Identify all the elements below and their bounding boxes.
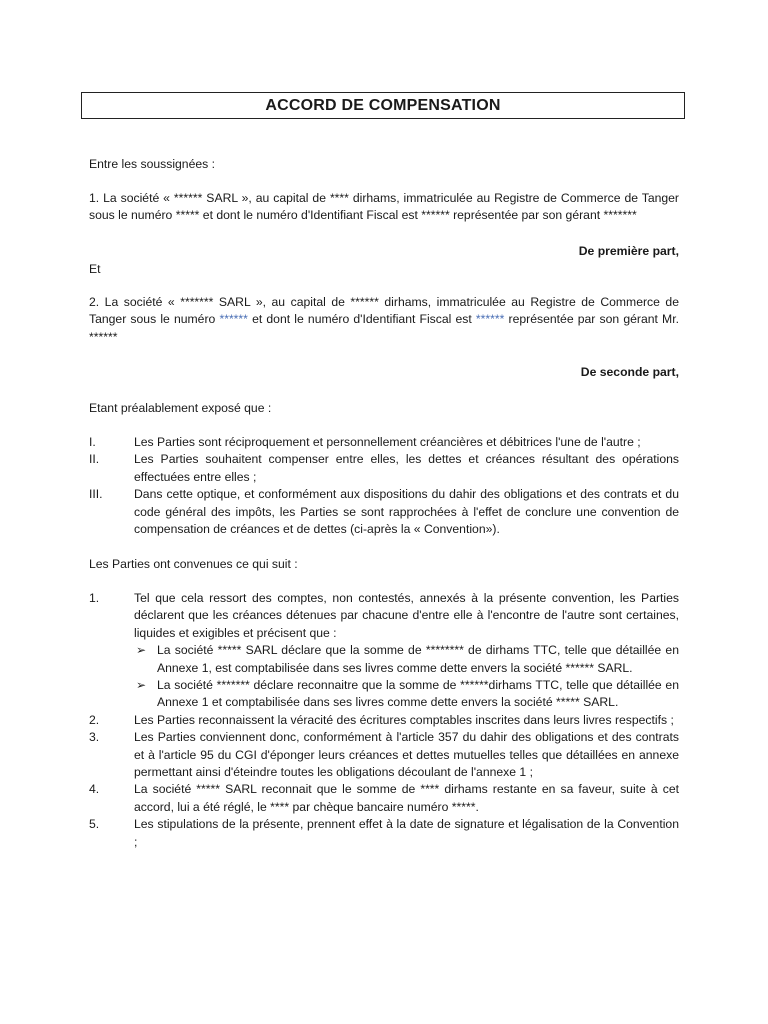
- preamble-text: Dans cette optique, et conformément aux dispositions du dahir des obligations et des contrats et du code général des impôts, les Parties se sont rapprochées à l'effet de conclure une convention de compensation de créances et de dettes (ci-après la « Convention»).: [134, 487, 679, 537]
- preamble-item: [89, 434, 679, 451]
- document-title: ACCORD DE COMPENSATION: [81, 92, 685, 119]
- article-text: Les Parties conviennent donc, conformément à l'article 357 du dahir des obligations et des contrats et à l'article 95 du CGI d'éponger leurs créances et dettes mutuelles telles que détaillées en annexe permettant ainsi d'éteindre toutes les obligations découlant de l'annexe 1 ;: [134, 730, 679, 780]
- article-item: [89, 590, 679, 712]
- preamble-item: [89, 486, 679, 538]
- preamble-list: [89, 434, 679, 538]
- article-item: [89, 712, 679, 729]
- article1-subitem: [134, 677, 679, 712]
- party2-text-b: et dont le numéro d'Identifiant Fiscal est: [247, 312, 476, 327]
- article-text: La société ***** SARL reconnait que le somme de **** dirhams restante en sa faveur, suite à cet accord, lui a été réglé, le **** par chèque bancaire numéro *****.: [134, 782, 679, 814]
- article-marker: 3.: [89, 730, 100, 745]
- agreement-heading: Les Parties ont convenues ce qui suit :: [89, 557, 298, 571]
- preamble-marker: I.: [89, 435, 96, 449]
- article-item: [89, 816, 679, 851]
- article-marker: 1.: [89, 591, 100, 605]
- intro-text: Entre les soussignées :: [89, 157, 216, 171]
- article1-sublist: [134, 642, 679, 712]
- party2-text-a: 2. La société « ******* SARL », au capital de ****** dirhams, immatriculée au Registre de Commerce de Tanger sous le numéro: [89, 295, 679, 327]
- party1-closing: De première part,: [578, 244, 679, 258]
- article-marker: 4.: [89, 782, 100, 797]
- article-text: Tel que cela ressort des comptes, non contestés, annexés à la présente convention, les Parties déclarent que les créances détenues par chacune d'entre elle à l'encontre de l'autre sont certaines, liquides et exigibles et précisent que :: [134, 591, 679, 640]
- article-item: [89, 781, 679, 816]
- preamble-item: [89, 451, 679, 486]
- article-item: [89, 729, 679, 781]
- preamble-text: Les Parties sont réciproquement et personnellement créancières et débitrices l'une de l'autre ;: [134, 435, 641, 449]
- party2-closing: De seconde part,: [580, 365, 679, 379]
- conjunction-text: Et: [89, 262, 101, 276]
- preamble-marker: II.: [89, 452, 100, 467]
- subitem-text: La société ******* déclare reconnaitre que la somme de ******dirhams TTC, telle que détaillée en Annexe 1 et comptabilisée dans ses livres comme dette envers la société ***** SARL.: [157, 678, 679, 710]
- party2-text-c: représentée par son gérant Mr. ******: [89, 312, 679, 344]
- arrow-bullet-icon: ➢: [136, 678, 147, 693]
- party1-paragraph: 1. La société « ****** SARL », au capital de **** dirhams, immatriculée au Registre de Commerce de Tanger sous le numéro ***** et dont le numéro d'Identifiant Fiscal est ****** représentée par son gérant *******: [89, 191, 679, 223]
- party2-paragraph: [89, 294, 679, 346]
- article1-subitem: [134, 642, 679, 677]
- article-marker: 5.: [89, 817, 100, 832]
- party2-if-number: ******: [475, 312, 505, 327]
- preamble-marker: III.: [89, 487, 103, 502]
- arrow-bullet-icon: ➢: [136, 643, 147, 658]
- article-marker: 2.: [89, 712, 100, 727]
- article-text: Les stipulations de la présente, prennent effet à la date de signature et légalisation de la Convention ;: [134, 817, 679, 849]
- article-text: Les Parties reconnaissent la véracité des écritures comptables inscrites dans leurs livres respectifs ;: [134, 712, 674, 727]
- preamble-heading: Etant préalablement exposé que :: [89, 401, 272, 415]
- party2-rc-number: ******: [219, 312, 248, 327]
- articles-list: [89, 590, 679, 851]
- subitem-text: La société ***** SARL déclare que la somme de ******** de dirhams TTC, telle que détaillée en Annexe 1, est comptabilisée dans ses livres comme dette envers la société ****** SARL.: [157, 643, 679, 675]
- preamble-text: Les Parties souhaitent compenser entre elles, les dettes et créances résultant des opérations effectuées entre elles ;: [134, 452, 679, 484]
